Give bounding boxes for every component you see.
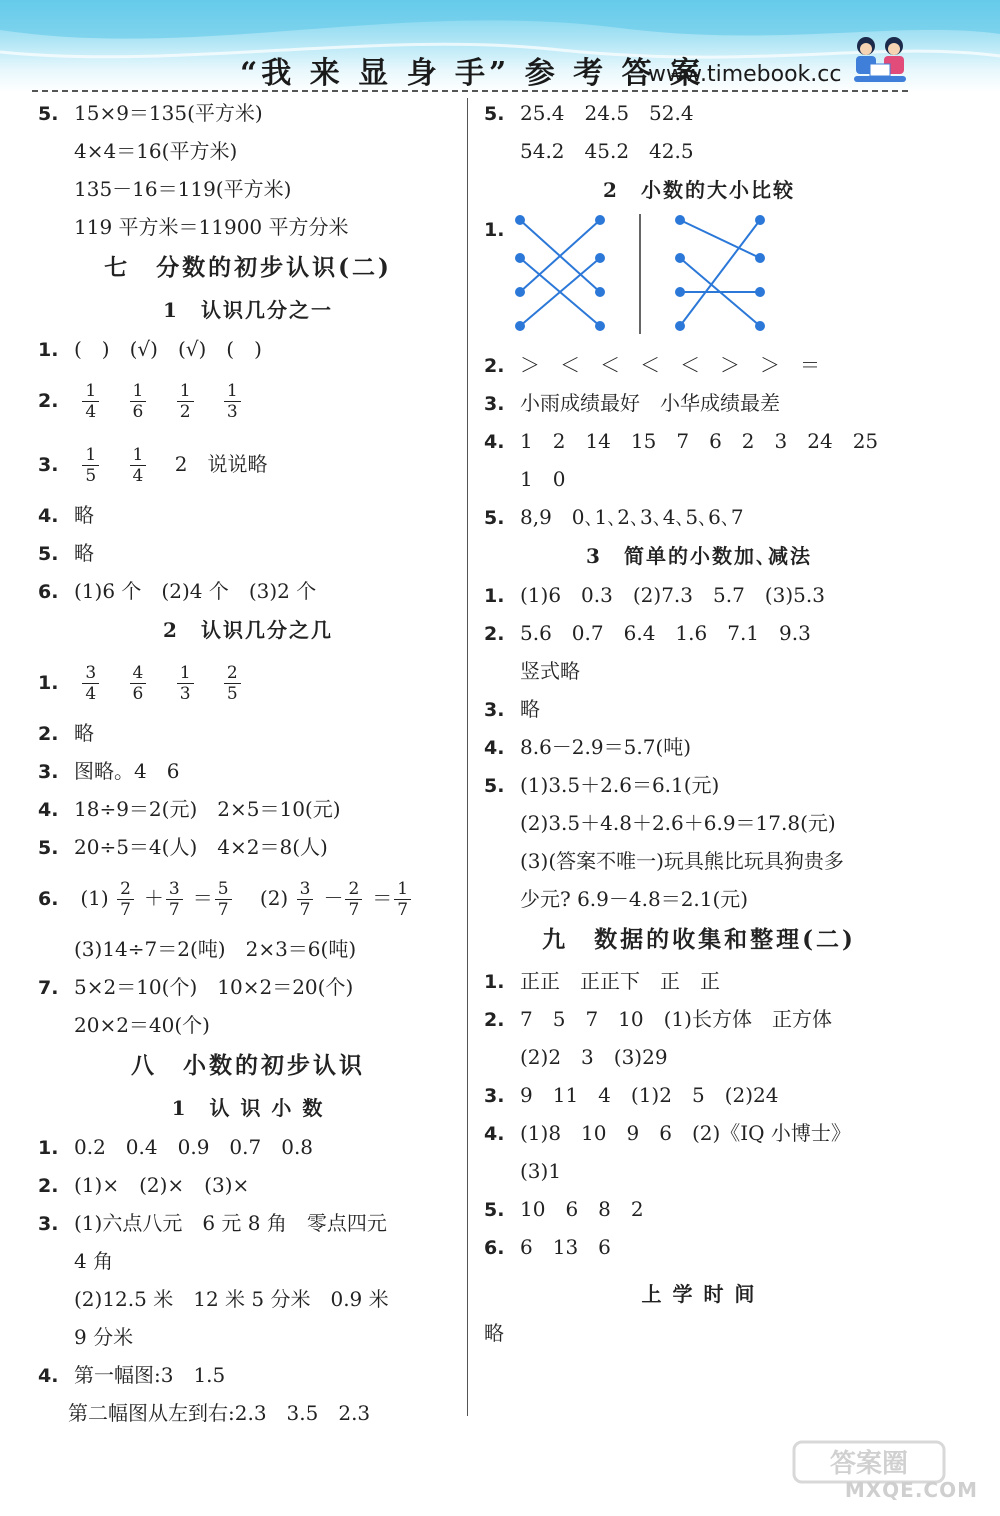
answer-text: 图略。4 6 [74, 759, 180, 783]
answer-line [38, 1204, 458, 1242]
denominator: 7 [348, 900, 360, 920]
answer-text: 略 [74, 721, 94, 745]
denominator: 6 [132, 684, 144, 704]
question-number: 6. [38, 888, 59, 910]
fraction [166, 879, 183, 920]
fraction [297, 879, 314, 920]
answer-text: 第二幅图从左到右:2.3 3.5 2.3 [68, 1401, 371, 1425]
answer-text: 9 11 4 (1)2 5 (2)24 [520, 1083, 779, 1107]
question-number: 3. [484, 393, 505, 415]
answer-line [38, 94, 458, 132]
answer-line [484, 422, 914, 460]
question-number: 2. [38, 1175, 59, 1197]
answer-line [484, 384, 914, 422]
question-number: 5. [484, 103, 505, 125]
answer-text: 25.4 24.5 52.4 [520, 101, 694, 125]
answer-line: (3)(答案不唯一)玩具熊比玩具狗贵多 [520, 849, 844, 873]
question-number: 5. [484, 775, 505, 797]
match-dot [675, 321, 685, 331]
answer-line [38, 1394, 458, 1432]
denominator: 7 [120, 900, 131, 920]
answer-line: (2)2 3 (3)29 [520, 1045, 668, 1069]
match-dot [675, 287, 685, 297]
denominator: 4 [85, 402, 97, 422]
match-dot [515, 253, 525, 263]
chapter-title: 七 分数的初步认识(二) [104, 254, 392, 281]
answer-text: 8,9 0､1､2､3､4､5､6､7 [520, 505, 744, 529]
question-number: 4. [38, 505, 59, 527]
question-number: 4. [38, 799, 59, 821]
answer-line [38, 714, 458, 752]
matching-diagram [514, 214, 784, 340]
answer-line [484, 1076, 914, 1114]
answer-line [38, 752, 458, 790]
numerator: 2 [345, 879, 362, 900]
answer-text: 2 说说略 [174, 452, 268, 476]
question-number: 2. [484, 623, 505, 645]
question-number: 6. [484, 1237, 505, 1259]
answer-line [484, 1190, 914, 1228]
answer-line: 略 [484, 1321, 504, 1345]
answer-text: (1)6 0.3 (2)7.3 5.7 (3)5.3 [520, 583, 825, 607]
answer-text: 6 13 6 [520, 1235, 611, 1259]
question-number: 3. [38, 1213, 59, 1235]
numerator: 3 [166, 879, 183, 900]
answer-text: 5.6 0.7 6.4 1.6 7.1 9.3 [520, 621, 811, 645]
section-title: 2 认识几分之几 [163, 618, 333, 642]
answer-line [484, 614, 914, 652]
fraction [82, 381, 99, 422]
question-number: 1. [38, 1137, 59, 1159]
numerator: 1 [177, 663, 194, 684]
reading-kids-icon [848, 34, 912, 86]
answer-line [484, 962, 914, 1000]
denominator: 3 [226, 402, 238, 422]
answer-text: 8.6－2.9＝5.7(吨) [520, 735, 692, 759]
answer-line [38, 650, 458, 714]
part-label: (1) [80, 886, 109, 910]
answer-line [38, 496, 458, 534]
answer-text: (1)× (2)× (3)× [74, 1173, 250, 1197]
answer-line: (2)3.5＋4.8＋2.6＋6.9＝17.8(元) [520, 811, 836, 835]
answer-text: (1)8 10 9 6 (2)《IQ 小博士》 [520, 1121, 851, 1145]
match-line [680, 220, 760, 326]
match-dot [755, 287, 765, 297]
answer-text: 略 [74, 503, 94, 527]
denominator: 6 [132, 402, 144, 422]
question-number: 5. [484, 507, 505, 529]
numerator: 1 [82, 445, 99, 466]
denominator: 4 [85, 684, 97, 704]
answer-text: 20÷5＝4(人) 4×2＝8(人) [74, 835, 328, 859]
watermark-logo-text: 答案圈 [829, 1449, 909, 1479]
match-dot [515, 321, 525, 331]
fraction [130, 445, 147, 486]
answer-line [38, 790, 458, 828]
question-number: 1. [484, 971, 505, 993]
section-title: 3 简单的小数加､减法 [586, 544, 812, 568]
denominator: 7 [299, 900, 311, 920]
answer-line [484, 1114, 914, 1152]
denominator: 2 [179, 402, 191, 422]
match-dot [515, 287, 525, 297]
question-number: 4. [38, 1365, 59, 1387]
answer-text: 7 5 7 10 (1)长方体 正方体 [520, 1007, 832, 1031]
header-divider [32, 90, 908, 92]
match-dot [675, 253, 685, 263]
answer-line [484, 498, 914, 536]
denominator: 5 [85, 466, 97, 486]
answer-line: 6. (1) $\frac{2}{7}$ ＋ $\frac{3}{7}$ ＝ $\frac{5}{7}$ (2) $\frac{3}{7}$ － $\frac{2}{7}$ ＝ $\frac{1}{7}$ [38, 866, 458, 930]
answer-text: 15×9＝135(平方米) [74, 101, 263, 125]
answer-line: 4 角 [74, 1249, 114, 1273]
question-number: 1. [38, 339, 59, 361]
fraction [224, 663, 241, 704]
question-number: 5. [484, 1199, 505, 1221]
question-number: 2. [38, 723, 59, 745]
numerator: 3 [297, 879, 314, 900]
answer-line [484, 346, 914, 384]
answer-line [484, 1000, 914, 1038]
answer-line: (2)12.5 米 12 米 5 分米 0.9 米 [74, 1287, 389, 1311]
chapter-title: 八 小数的初步认识 [131, 1052, 365, 1079]
numerator: 3 [82, 663, 99, 684]
numerator: 2 [117, 879, 134, 900]
question-number: 6. [38, 581, 59, 603]
answer-line: 竖式略 [520, 659, 580, 683]
watermark [750, 1440, 990, 1510]
numerator: 1 [177, 381, 194, 402]
section-title: 2 小数的大小比较 [603, 178, 795, 202]
match-dot [595, 253, 605, 263]
answer-line [38, 368, 458, 432]
question-number: 1. [38, 672, 59, 694]
question-number: 3. [38, 761, 59, 783]
numerator: 1 [130, 381, 147, 402]
answer-line [38, 1166, 458, 1204]
answer-line: 135－16＝119(平方米) [74, 177, 292, 201]
answer-text: 小雨成绩最好 小华成绩最差 [520, 391, 780, 415]
fraction [224, 381, 241, 422]
question-number: 4. [484, 737, 505, 759]
fraction [215, 879, 232, 920]
answer-text: (1)六点八元 6 元 8 角 零点四元 [74, 1211, 387, 1235]
page-title: “我 来 显 身 手” 参 考 答 案 [240, 56, 705, 91]
answer-text: ＞ ＜ ＜ ＜ ＜ ＞ ＞ ＝ [520, 353, 820, 377]
denominator: 7 [397, 900, 409, 920]
question-number: 2. [38, 390, 59, 412]
denominator: 3 [179, 684, 191, 704]
watermark-text: MXQE.COM [844, 1478, 978, 1502]
answer-line [38, 968, 458, 1006]
answer-line: 54.2 45.2 42.5 [520, 139, 694, 163]
left-column [38, 94, 458, 1432]
answer-text: 10 6 8 2 [520, 1197, 644, 1221]
answer-text: ( ) (√) (√) ( ) [74, 337, 262, 361]
numerator: 1 [82, 381, 99, 402]
section-title: 1 认识几分之一 [163, 298, 333, 322]
answer-text: 第一幅图:3 1.5 [74, 1363, 226, 1387]
question-number: 2. [484, 355, 505, 377]
question-number: 1. [484, 585, 505, 607]
answer-text: 正正 正正下 正 正 [520, 969, 720, 993]
numerator: 5 [215, 879, 232, 900]
question-number: 3. [484, 1085, 505, 1107]
answer-line [38, 1356, 458, 1394]
section-title: 1 认 识 小 数 [171, 1096, 325, 1120]
question-number: 7. [38, 977, 59, 999]
fraction [82, 663, 99, 704]
fraction [177, 381, 194, 422]
fraction [117, 879, 134, 920]
denominator: 7 [168, 900, 180, 920]
answer-line [484, 576, 914, 614]
answer-line: 少元? 6.9－4.8＝2.1(元) [520, 887, 749, 911]
answer-text: 略 [74, 541, 94, 565]
chapter-title: 九 数据的收集和整理(二) [542, 926, 856, 953]
question-number: 3. [484, 699, 505, 721]
denominator: 4 [132, 466, 144, 486]
question-number: 3. [38, 454, 59, 476]
denominator: 7 [217, 900, 229, 920]
answer-text: 略 [520, 697, 540, 721]
numerator: 1 [224, 381, 241, 402]
question-number: 4. [484, 431, 505, 453]
match-line [680, 220, 760, 258]
section-title: 上 学 时 间 [641, 1282, 757, 1306]
match-dot [755, 321, 765, 331]
answer-text: 1 2 14 15 7 6 2 3 24 25 [520, 429, 879, 453]
question-number: 1. [484, 219, 505, 241]
answer-line [484, 728, 914, 766]
question-number: 4. [484, 1123, 505, 1145]
answer-line [484, 1228, 914, 1266]
answer-line: 1 0 [520, 467, 566, 491]
numerator: 1 [130, 445, 147, 466]
numerator: 4 [130, 663, 147, 684]
fraction [394, 879, 411, 920]
answer-text: 18÷9＝2(元) 2×5＝10(元) [74, 797, 341, 821]
part-label: (2) [259, 886, 289, 910]
match-dot [515, 215, 525, 225]
question-number: 5. [38, 543, 59, 565]
answer-line: 9 分米 [74, 1325, 134, 1349]
fraction [177, 663, 194, 704]
question-number: 2. [484, 1009, 505, 1031]
question-number: 5. [38, 837, 59, 859]
answer-line: 20×2＝40(个) [74, 1013, 210, 1037]
match-dot [675, 215, 685, 225]
answer-line: (3)1 [520, 1159, 562, 1183]
denominator: 5 [226, 684, 238, 704]
answer-line: 119 平方米＝11900 平方分米 [74, 215, 349, 239]
fraction [130, 381, 147, 422]
fraction [82, 445, 99, 486]
answer-line [484, 766, 914, 804]
question-number: 5. [38, 103, 59, 125]
answer-text: 5×2＝10(个) 10×2＝20(个) [74, 975, 354, 999]
numerator: 2 [224, 663, 241, 684]
match-dot [595, 215, 605, 225]
answer-line [38, 330, 458, 368]
answer-line [484, 690, 914, 728]
site-url: www.timebook.cc [648, 62, 842, 87]
numerator: 1 [394, 879, 411, 900]
answer-text: 0.2 0.4 0.9 0.7 0.8 [74, 1135, 314, 1159]
answer-line [38, 432, 458, 496]
fraction [130, 663, 147, 704]
answer-text: (1)6 个 (2)4 个 (3)2 个 [74, 579, 317, 603]
match-dot [595, 287, 605, 297]
match-dot [755, 253, 765, 263]
answer-line: (3)14÷7＝2(吨) 2×3＝6(吨) [74, 937, 357, 961]
answer-text: (1)3.5＋2.6＝6.1(元) [520, 773, 720, 797]
match-dot [755, 215, 765, 225]
match-dot [595, 321, 605, 331]
answer-line [38, 572, 458, 610]
fraction [345, 879, 362, 920]
answer-line [38, 828, 458, 866]
answer-line [484, 94, 914, 132]
answer-line: 4×4＝16(平方米) [74, 139, 238, 163]
answer-line [38, 1128, 458, 1166]
column-divider [467, 98, 468, 1416]
answer-line [38, 534, 458, 572]
